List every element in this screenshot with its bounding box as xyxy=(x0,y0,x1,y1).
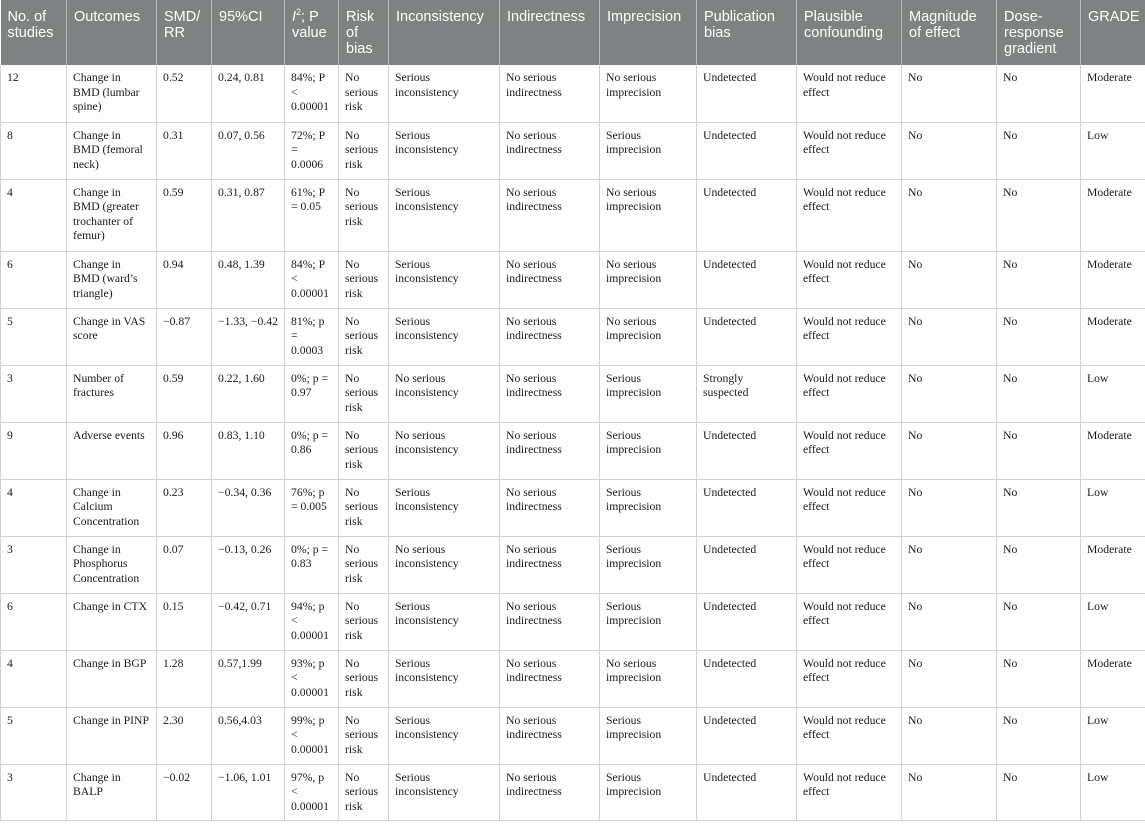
cell-magnitude: No xyxy=(902,365,997,422)
cell-confounding: Would not reduce effect xyxy=(797,479,902,536)
cell-ci: 0.48, 1.39 xyxy=(212,251,285,308)
cell-publication-bias: Undetected xyxy=(697,251,797,308)
cell-indirectness: No serious indirectness xyxy=(500,308,600,365)
cell-grade: Low xyxy=(1081,365,1145,422)
cell-smd: 0.59 xyxy=(157,179,212,251)
cell-risk-of-bias: No serious risk xyxy=(339,65,389,122)
cell-publication-bias: Undetected xyxy=(697,593,797,650)
cell-imprecision: Serious imprecision xyxy=(600,707,697,764)
cell-i2: 81%; p = 0.0003 xyxy=(285,308,339,365)
cell-dose-response: No xyxy=(997,179,1081,251)
cell-grade: Low xyxy=(1081,593,1145,650)
cell-i2: 76%; p = 0.005 xyxy=(285,479,339,536)
cell-smd: 0.07 xyxy=(157,536,212,593)
cell-ci: 0.24, 0.81 xyxy=(212,65,285,122)
cell-risk-of-bias: No serious risk xyxy=(339,251,389,308)
cell-outcome: Change in BALP xyxy=(67,764,157,820)
cell-indirectness: No serious indirectness xyxy=(500,179,600,251)
cell-confounding: Would not reduce effect xyxy=(797,422,902,479)
cell-imprecision: Serious imprecision xyxy=(600,764,697,820)
cell-publication-bias: Undetected xyxy=(697,764,797,820)
table-row xyxy=(1,593,1145,650)
cell-publication-bias: Undetected xyxy=(697,308,797,365)
header-publication-bias: Publication bias xyxy=(697,0,797,65)
header-magnitude: Magnitude of effect xyxy=(902,0,997,65)
cell-publication-bias: Undetected xyxy=(697,650,797,707)
cell-studies: 6 xyxy=(1,251,67,308)
cell-inconsistency: Serious inconsistency xyxy=(389,650,500,707)
cell-ci: 0.22, 1.60 xyxy=(212,365,285,422)
cell-imprecision: No serious imprecision xyxy=(600,179,697,251)
cell-dose-response: No xyxy=(997,65,1081,122)
cell-imprecision: Serious imprecision xyxy=(600,479,697,536)
cell-studies: 8 xyxy=(1,122,67,179)
cell-indirectness: No serious indirectness xyxy=(500,536,600,593)
cell-magnitude: No xyxy=(902,122,997,179)
cell-imprecision: Serious imprecision xyxy=(600,422,697,479)
cell-outcome: Change in BMD (femoral neck) xyxy=(67,122,157,179)
table-row xyxy=(1,707,1145,764)
cell-inconsistency: Serious inconsistency xyxy=(389,65,500,122)
cell-imprecision: No serious imprecision xyxy=(600,650,697,707)
cell-magnitude: No xyxy=(902,650,997,707)
cell-dose-response: No xyxy=(997,251,1081,308)
cell-confounding: Would not reduce effect xyxy=(797,122,902,179)
cell-dose-response: No xyxy=(997,593,1081,650)
cell-dose-response: No xyxy=(997,422,1081,479)
header-row xyxy=(1,0,1145,65)
cell-inconsistency: Serious inconsistency xyxy=(389,122,500,179)
table-row xyxy=(1,179,1145,251)
header-ci: 95%CI xyxy=(212,0,285,65)
cell-confounding: Would not reduce effect xyxy=(797,707,902,764)
cell-outcome: Change in PINP xyxy=(67,707,157,764)
cell-publication-bias: Undetected xyxy=(697,479,797,536)
cell-smd: 0.15 xyxy=(157,593,212,650)
cell-magnitude: No xyxy=(902,65,997,122)
cell-outcome: Change in Calcium Concentration xyxy=(67,479,157,536)
cell-i2: 0%; p = 0.97 xyxy=(285,365,339,422)
cell-risk-of-bias: No serious risk xyxy=(339,707,389,764)
cell-grade: Moderate xyxy=(1081,422,1145,479)
cell-risk-of-bias: No serious risk xyxy=(339,650,389,707)
cell-smd: −0.02 xyxy=(157,764,212,820)
cell-indirectness: No serious indirectness xyxy=(500,650,600,707)
cell-studies: 4 xyxy=(1,650,67,707)
table-row xyxy=(1,764,1145,820)
cell-studies: 5 xyxy=(1,308,67,365)
cell-outcome: Change in VAS score xyxy=(67,308,157,365)
cell-smd: −0.87 xyxy=(157,308,212,365)
cell-imprecision: Serious imprecision xyxy=(600,122,697,179)
cell-dose-response: No xyxy=(997,650,1081,707)
cell-ci: 0.31, 0.87 xyxy=(212,179,285,251)
cell-publication-bias: Undetected xyxy=(697,122,797,179)
cell-dose-response: No xyxy=(997,122,1081,179)
cell-smd: 0.94 xyxy=(157,251,212,308)
cell-publication-bias: Undetected xyxy=(697,536,797,593)
cell-studies: 3 xyxy=(1,536,67,593)
cell-i2: 84%; P < 0.00001 xyxy=(285,65,339,122)
cell-ci: −0.42, 0.71 xyxy=(212,593,285,650)
cell-imprecision: No serious imprecision xyxy=(600,251,697,308)
header-risk-of-bias: Risk of bias xyxy=(339,0,389,65)
cell-inconsistency: Serious inconsistency xyxy=(389,764,500,820)
cell-dose-response: No xyxy=(997,308,1081,365)
cell-studies: 4 xyxy=(1,479,67,536)
cell-grade: Moderate xyxy=(1081,251,1145,308)
cell-i2: 97%, p < 0.00001 xyxy=(285,764,339,820)
cell-grade: Moderate xyxy=(1081,308,1145,365)
cell-magnitude: No xyxy=(902,179,997,251)
cell-smd: 0.52 xyxy=(157,65,212,122)
cell-grade: Low xyxy=(1081,764,1145,820)
header-i2 xyxy=(285,0,339,65)
cell-risk-of-bias: No serious risk xyxy=(339,308,389,365)
header-dose-response: Dose-response gradient xyxy=(997,0,1081,65)
cell-inconsistency: No serious inconsistency xyxy=(389,365,500,422)
cell-studies: 6 xyxy=(1,593,67,650)
cell-studies: 3 xyxy=(1,365,67,422)
cell-grade: Low xyxy=(1081,479,1145,536)
cell-smd: 1.28 xyxy=(157,650,212,707)
cell-dose-response: No xyxy=(997,479,1081,536)
header-grade: GRADE xyxy=(1081,0,1145,65)
cell-smd: 0.31 xyxy=(157,122,212,179)
header-inconsistency: Inconsistency xyxy=(389,0,500,65)
cell-inconsistency: No serious inconsistency xyxy=(389,422,500,479)
cell-ci: −0.13, 0.26 xyxy=(212,536,285,593)
cell-outcome: Change in BMD (lumbar spine) xyxy=(67,65,157,122)
cell-risk-of-bias: No serious risk xyxy=(339,479,389,536)
cell-indirectness: No serious indirectness xyxy=(500,593,600,650)
cell-i2: 99%; p < 0.00001 xyxy=(285,707,339,764)
cell-imprecision: Serious imprecision xyxy=(600,593,697,650)
cell-imprecision: Serious imprecision xyxy=(600,365,697,422)
cell-confounding: Would not reduce effect xyxy=(797,764,902,820)
table-row xyxy=(1,251,1145,308)
cell-outcome: Change in BGP xyxy=(67,650,157,707)
cell-grade: Low xyxy=(1081,122,1145,179)
cell-magnitude: No xyxy=(902,593,997,650)
cell-ci: −1.33, −0.42 xyxy=(212,308,285,365)
cell-outcome: Adverse events xyxy=(67,422,157,479)
cell-risk-of-bias: No serious risk xyxy=(339,422,389,479)
cell-ci: −0.34, 0.36 xyxy=(212,479,285,536)
cell-dose-response: No xyxy=(997,764,1081,820)
cell-ci: 0.57,1.99 xyxy=(212,650,285,707)
cell-magnitude: No xyxy=(902,536,997,593)
header-smd: SMD/ RR xyxy=(157,0,212,65)
cell-i2: 93%; p < 0.00001 xyxy=(285,650,339,707)
cell-studies: 3 xyxy=(1,764,67,820)
cell-risk-of-bias: No serious risk xyxy=(339,365,389,422)
cell-publication-bias: Strongly suspected xyxy=(697,365,797,422)
cell-studies: 4 xyxy=(1,179,67,251)
header-i2-letter: I xyxy=(292,9,297,25)
cell-ci: 0.07, 0.56 xyxy=(212,122,285,179)
cell-confounding: Would not reduce effect xyxy=(797,251,902,308)
table-row xyxy=(1,536,1145,593)
cell-imprecision: No serious imprecision xyxy=(600,308,697,365)
header-studies: No. of studies xyxy=(1,0,67,65)
cell-outcome: Change in BMD (ward’s triangle) xyxy=(67,251,157,308)
cell-magnitude: No xyxy=(902,422,997,479)
cell-i2: 94%; p < 0.00001 xyxy=(285,593,339,650)
cell-inconsistency: Serious inconsistency xyxy=(389,593,500,650)
header-indirectness: Indirectness xyxy=(500,0,600,65)
table-header xyxy=(1,0,1145,65)
cell-magnitude: No xyxy=(902,479,997,536)
cell-risk-of-bias: No serious risk xyxy=(339,764,389,820)
cell-dose-response: No xyxy=(997,536,1081,593)
cell-confounding: Would not reduce effect xyxy=(797,179,902,251)
header-confounding: Plausible confounding xyxy=(797,0,902,65)
cell-publication-bias: Undetected xyxy=(697,65,797,122)
cell-indirectness: No serious indirectness xyxy=(500,122,600,179)
cell-confounding: Would not reduce effect xyxy=(797,365,902,422)
cell-studies: 5 xyxy=(1,707,67,764)
cell-confounding: Would not reduce effect xyxy=(797,65,902,122)
cell-indirectness: No serious indirectness xyxy=(500,479,600,536)
cell-publication-bias: Undetected xyxy=(697,422,797,479)
table-row xyxy=(1,479,1145,536)
cell-publication-bias: Undetected xyxy=(697,707,797,764)
cell-magnitude: No xyxy=(902,308,997,365)
cell-risk-of-bias: No serious risk xyxy=(339,536,389,593)
cell-indirectness: No serious indirectness xyxy=(500,365,600,422)
cell-smd: 0.59 xyxy=(157,365,212,422)
cell-i2: 61%; P = 0.05 xyxy=(285,179,339,251)
cell-indirectness: No serious indirectness xyxy=(500,422,600,479)
cell-confounding: Would not reduce effect xyxy=(797,536,902,593)
cell-magnitude: No xyxy=(902,707,997,764)
table-row xyxy=(1,122,1145,179)
table-row xyxy=(1,422,1145,479)
cell-inconsistency: Serious inconsistency xyxy=(389,707,500,764)
cell-inconsistency: Serious inconsistency xyxy=(389,308,500,365)
cell-confounding: Would not reduce effect xyxy=(797,593,902,650)
cell-i2: 72%; P = 0.0006 xyxy=(285,122,339,179)
cell-imprecision: No serious imprecision xyxy=(600,65,697,122)
cell-inconsistency: Serious inconsistency xyxy=(389,179,500,251)
table-row xyxy=(1,308,1145,365)
cell-confounding: Would not reduce effect xyxy=(797,308,902,365)
cell-grade: Moderate xyxy=(1081,179,1145,251)
cell-imprecision: Serious imprecision xyxy=(600,536,697,593)
cell-i2: 0%; p = 0.83 xyxy=(285,536,339,593)
cell-ci: 0.83, 1.10 xyxy=(212,422,285,479)
cell-i2: 0%; p = 0.86 xyxy=(285,422,339,479)
cell-smd: 0.96 xyxy=(157,422,212,479)
table-row xyxy=(1,65,1145,122)
cell-outcome: Number of fractures xyxy=(67,365,157,422)
table-row xyxy=(1,650,1145,707)
cell-studies: 12 xyxy=(1,65,67,122)
cell-confounding: Would not reduce effect xyxy=(797,650,902,707)
cell-magnitude: No xyxy=(902,251,997,308)
cell-outcome: Change in BMD (greater trochanter of femur) xyxy=(67,179,157,251)
cell-ci: 0.56,4.03 xyxy=(212,707,285,764)
cell-smd: 2.30 xyxy=(157,707,212,764)
cell-grade: Moderate xyxy=(1081,650,1145,707)
cell-studies: 9 xyxy=(1,422,67,479)
header-outcomes: Outcomes xyxy=(67,0,157,65)
cell-i2: 84%; P < 0.00001 xyxy=(285,251,339,308)
cell-risk-of-bias: No serious risk xyxy=(339,593,389,650)
header-i2-rest: ; P value xyxy=(292,9,327,41)
cell-inconsistency: Serious inconsistency xyxy=(389,251,500,308)
cell-inconsistency: No serious inconsistency xyxy=(389,536,500,593)
cell-grade: Moderate xyxy=(1081,536,1145,593)
cell-publication-bias: Undetected xyxy=(697,179,797,251)
cell-outcome: Change in CTX xyxy=(67,593,157,650)
cell-outcome: Change in Phosphorus Concentration xyxy=(67,536,157,593)
cell-magnitude: No xyxy=(902,764,997,820)
cell-indirectness: No serious indirectness xyxy=(500,707,600,764)
cell-risk-of-bias: No serious risk xyxy=(339,122,389,179)
cell-smd: 0.23 xyxy=(157,479,212,536)
cell-indirectness: No serious indirectness xyxy=(500,764,600,820)
cell-ci: −1.06, 1.01 xyxy=(212,764,285,820)
cell-grade: Moderate xyxy=(1081,65,1145,122)
cell-grade: Low xyxy=(1081,707,1145,764)
cell-inconsistency: Serious inconsistency xyxy=(389,479,500,536)
table-row xyxy=(1,365,1145,422)
header-i2-sup: 2 xyxy=(296,7,302,18)
cell-indirectness: No serious indirectness xyxy=(500,251,600,308)
table-body xyxy=(1,65,1145,820)
header-imprecision: Imprecision xyxy=(600,0,697,65)
cell-dose-response: No xyxy=(997,365,1081,422)
cell-indirectness: No serious indirectness xyxy=(500,65,600,122)
cell-dose-response: No xyxy=(997,707,1081,764)
cell-risk-of-bias: No serious risk xyxy=(339,179,389,251)
